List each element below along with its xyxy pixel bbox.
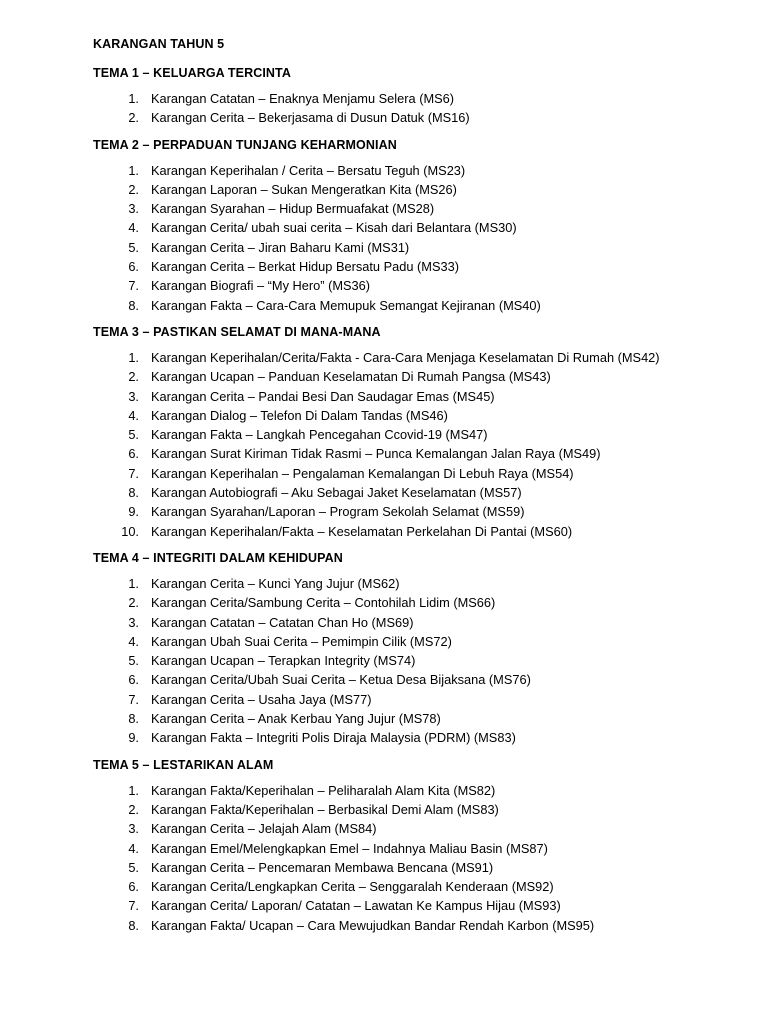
item-number-cell xyxy=(93,593,151,612)
item-number-cell xyxy=(93,108,151,127)
item-text: Karangan Autobiografi – Aku Sebagai Jaket Keselamatan (MS57) xyxy=(151,485,522,501)
item-text: Karangan Fakta/Keperihalan – Berbasikal Demi Alam (MS83) xyxy=(151,801,499,817)
list-item xyxy=(93,238,733,257)
item-number-cell xyxy=(93,276,151,295)
item-number: 5. xyxy=(128,427,139,443)
item-number-cell xyxy=(93,257,151,276)
item-number-cell xyxy=(93,896,151,915)
item-number: 2. xyxy=(128,801,139,817)
item-number: 7. xyxy=(128,691,139,707)
section-tema-3 xyxy=(93,324,733,541)
list-item xyxy=(93,296,733,315)
item-text: Karangan Biografi – “My Hero” (MS36) xyxy=(151,278,371,294)
item-text: Karangan Syarahan – Hidup Bermuafakat (MS28) xyxy=(151,201,435,217)
item-number: 6. xyxy=(128,879,139,895)
item-text: Karangan Catatan – Enaknya Menjamu Selera (MS6) xyxy=(151,91,455,106)
list-item xyxy=(93,387,733,406)
item-text: Karangan Dialog – Telefon Di Dalam Tandas (MS46) xyxy=(151,407,448,423)
item-number-cell xyxy=(93,387,151,406)
section-title: TEMA 5 – LESTARIKAN ALAM xyxy=(93,757,274,772)
item-text: Karangan Cerita/Lengkapkan Cerita – Senggaralah Kenderaan (MS92) xyxy=(151,879,554,895)
item-number: 2. xyxy=(128,110,139,126)
section-title: TEMA 3 – PASTIKAN SELAMAT DI MANA-MANA xyxy=(93,324,381,339)
item-number: 5. xyxy=(128,239,139,255)
item-number: 4. xyxy=(128,633,139,649)
item-list xyxy=(93,89,733,128)
item-number-cell xyxy=(93,406,151,425)
item-number-cell xyxy=(93,690,151,709)
item-text: Karangan Ubah Suai Cerita – Pemimpin Cilik (MS72) xyxy=(151,633,452,649)
item-number-cell xyxy=(93,651,151,670)
item-list xyxy=(93,161,733,315)
item-number-cell xyxy=(93,819,151,838)
item-text: Karangan Cerita/Sambung Cerita – Contohilah Lidim (MS66) xyxy=(151,595,496,611)
item-number-cell xyxy=(93,613,151,632)
item-number-cell xyxy=(93,483,151,502)
item-text: Karangan Cerita/Ubah Suai Cerita – Ketua Desa Bijaksana (MS76) xyxy=(151,672,531,688)
item-text: Karangan Surat Kiriman Tidak Rasmi – Punca Kemalangan Jalan Raya (MS49) xyxy=(151,446,601,462)
document-title: KARANGAN TAHUN 5 xyxy=(93,37,225,51)
item-text: Karangan Cerita – Usaha Jaya (MS77) xyxy=(151,691,372,707)
document-page xyxy=(93,36,733,944)
list-item xyxy=(93,89,733,108)
item-number-cell xyxy=(93,367,151,386)
item-text: Karangan Laporan – Sukan Mengeratkan Kita (MS26) xyxy=(151,181,457,197)
item-text: Karangan Fakta – Integriti Polis Diraja Malaysia (PDRM) (MS83) xyxy=(151,730,516,746)
item-number-cell xyxy=(93,877,151,896)
item-text: Karangan Ucapan – Terapkan Integrity (MS74) xyxy=(151,653,416,669)
list-item xyxy=(93,781,733,800)
item-number-cell xyxy=(93,464,151,483)
list-item xyxy=(93,839,733,858)
item-text: Karangan Catatan – Catatan Chan Ho (MS69) xyxy=(151,614,414,630)
item-number-cell xyxy=(93,781,151,800)
item-text: Karangan Cerita – Pandai Besi Dan Saudagar Emas (MS45) xyxy=(151,388,495,404)
item-list xyxy=(93,348,733,541)
item-text: Karangan Cerita/ Laporan/ Catatan – Lawatan Ke Kampus Hijau (MS93) xyxy=(151,898,561,914)
item-number-cell xyxy=(93,180,151,199)
item-number: 5. xyxy=(128,859,139,875)
item-text: Karangan Cerita – Anak Kerbau Yang Jujur (MS78) xyxy=(151,711,441,727)
item-number-cell xyxy=(93,161,151,180)
item-number: 1. xyxy=(128,91,139,106)
list-item xyxy=(93,425,733,444)
list-item xyxy=(93,522,733,541)
item-number-cell xyxy=(93,916,151,935)
item-text: Karangan Cerita – Bekerjasama di Dusun Datuk (MS16) xyxy=(151,110,470,126)
item-number: 6. xyxy=(128,259,139,275)
section-tema-2 xyxy=(93,137,733,315)
item-text: Karangan Fakta – Langkah Pencegahan Ccovid-19 (MS47) xyxy=(151,427,488,443)
list-item xyxy=(93,406,733,425)
item-number: 6. xyxy=(128,672,139,688)
item-text: Karangan Syarahan/Laporan – Program Sekolah Selamat (MS59) xyxy=(151,504,525,520)
list-item xyxy=(93,800,733,819)
item-text: Karangan Keperihalan/Cerita/Fakta - Cara-Cara Menjaga Keselamatan Di Rumah (MS42) xyxy=(151,349,660,365)
item-number: 3. xyxy=(128,201,139,217)
list-item xyxy=(93,670,733,689)
section-title: TEMA 4 – INTEGRITI DALAM KEHIDUPAN xyxy=(93,550,343,565)
list-item xyxy=(93,502,733,521)
item-number-cell xyxy=(93,444,151,463)
item-number-cell xyxy=(93,502,151,521)
list-item xyxy=(93,444,733,463)
item-text: Karangan Emel/Melengkapkan Emel – Indahnya Maliau Basin (MS87) xyxy=(151,840,548,856)
item-text: Karangan Cerita – Pencemaran Membawa Bencana (MS91) xyxy=(151,859,494,875)
item-number-cell xyxy=(93,574,151,593)
item-number-cell xyxy=(93,709,151,728)
list-item xyxy=(93,218,733,237)
item-text: Karangan Keperihalan – Pengalaman Kemalangan Di Lebuh Raya (MS54) xyxy=(151,465,574,481)
item-number-cell xyxy=(93,425,151,444)
item-number: 8. xyxy=(128,917,139,933)
list-item xyxy=(93,574,733,593)
item-text: Karangan Ucapan – Panduan Keselamatan Di Rumah Pangsa (MS43) xyxy=(151,369,551,385)
list-item xyxy=(93,728,733,747)
item-number: 4. xyxy=(128,220,139,236)
item-number: 3. xyxy=(128,821,139,837)
item-number-cell xyxy=(93,632,151,651)
item-number: 1. xyxy=(128,575,139,591)
list-item xyxy=(93,632,733,651)
item-text: Karangan Keperihalan / Cerita – Bersatu Teguh (MS23) xyxy=(151,162,466,178)
item-number: 1. xyxy=(128,349,139,365)
item-number: 1. xyxy=(128,782,139,798)
item-text: Karangan Cerita/ ubah suai cerita – Kisah dari Belantara (MS30) xyxy=(151,220,517,236)
item-number: 2. xyxy=(128,595,139,611)
list-item xyxy=(93,276,733,295)
item-text: Karangan Cerita – Jiran Baharu Kami (MS31) xyxy=(151,239,410,255)
item-number-cell xyxy=(93,839,151,858)
list-item xyxy=(93,367,733,386)
list-item xyxy=(93,858,733,877)
item-number: 7. xyxy=(128,898,139,914)
sections-container xyxy=(93,65,733,935)
item-number: 1. xyxy=(128,162,139,178)
item-number: 8. xyxy=(128,711,139,727)
item-text: Karangan Fakta/Keperihalan – Peliharalah Alam Kita (MS82) xyxy=(151,782,496,798)
item-number: 6. xyxy=(128,446,139,462)
item-number: 9. xyxy=(128,730,139,746)
item-number-cell xyxy=(93,89,151,108)
item-number: 5. xyxy=(128,653,139,669)
list-item xyxy=(93,819,733,838)
item-list xyxy=(93,574,733,748)
item-number: 3. xyxy=(128,614,139,630)
list-item xyxy=(93,161,733,180)
list-item xyxy=(93,483,733,502)
list-item xyxy=(93,877,733,896)
list-item xyxy=(93,257,733,276)
item-number: 7. xyxy=(128,465,139,481)
item-number-cell xyxy=(93,238,151,257)
item-text: Karangan Cerita – Kunci Yang Jujur (MS62) xyxy=(151,575,400,591)
list-item xyxy=(93,180,733,199)
item-number-cell xyxy=(93,800,151,819)
section-tema-5 xyxy=(93,757,733,935)
item-number-cell xyxy=(93,728,151,747)
item-number-cell xyxy=(93,670,151,689)
item-number: 3. xyxy=(128,388,139,404)
item-number: 4. xyxy=(128,407,139,423)
list-item xyxy=(93,896,733,915)
item-list xyxy=(93,781,733,935)
item-number: 4. xyxy=(128,840,139,856)
list-item xyxy=(93,613,733,632)
section-title: TEMA 1 – KELUARGA TERCINTA xyxy=(93,66,291,80)
section-tema-1 xyxy=(93,65,733,128)
item-number: 7. xyxy=(128,278,139,294)
item-number-cell xyxy=(93,522,151,541)
list-item xyxy=(93,709,733,728)
list-item xyxy=(93,690,733,709)
item-text: Karangan Keperihalan/Fakta – Keselamatan Perkelahan Di Pantai (MS60) xyxy=(151,523,573,539)
list-item xyxy=(93,916,733,935)
item-number-cell xyxy=(93,218,151,237)
section-title: TEMA 2 – PERPADUAN TUNJANG KEHARMONIAN xyxy=(93,137,397,152)
list-item xyxy=(93,651,733,670)
list-item xyxy=(93,199,733,218)
item-text: Karangan Fakta/ Ucapan – Cara Mewujudkan Bandar Rendah Karbon (MS95) xyxy=(151,917,595,933)
item-text: Karangan Fakta – Cara-Cara Memupuk Semangat Kejiranan (MS40) xyxy=(151,297,541,313)
item-number-cell xyxy=(93,858,151,877)
list-item xyxy=(93,348,733,367)
list-item xyxy=(93,593,733,612)
item-number: 8. xyxy=(128,297,139,313)
item-number-cell xyxy=(93,199,151,218)
item-number: 10. xyxy=(121,523,139,539)
list-item xyxy=(93,108,733,127)
item-number: 9. xyxy=(128,504,139,520)
item-number-cell xyxy=(93,348,151,367)
item-number: 8. xyxy=(128,485,139,501)
item-number: 2. xyxy=(128,369,139,385)
item-text: Karangan Cerita – Berkat Hidup Bersatu Padu (MS33) xyxy=(151,259,460,275)
section-tema-4 xyxy=(93,550,733,748)
item-number-cell xyxy=(93,296,151,315)
item-number: 2. xyxy=(128,181,139,197)
list-item xyxy=(93,464,733,483)
item-text: Karangan Cerita – Jelajah Alam (MS84) xyxy=(151,821,377,837)
